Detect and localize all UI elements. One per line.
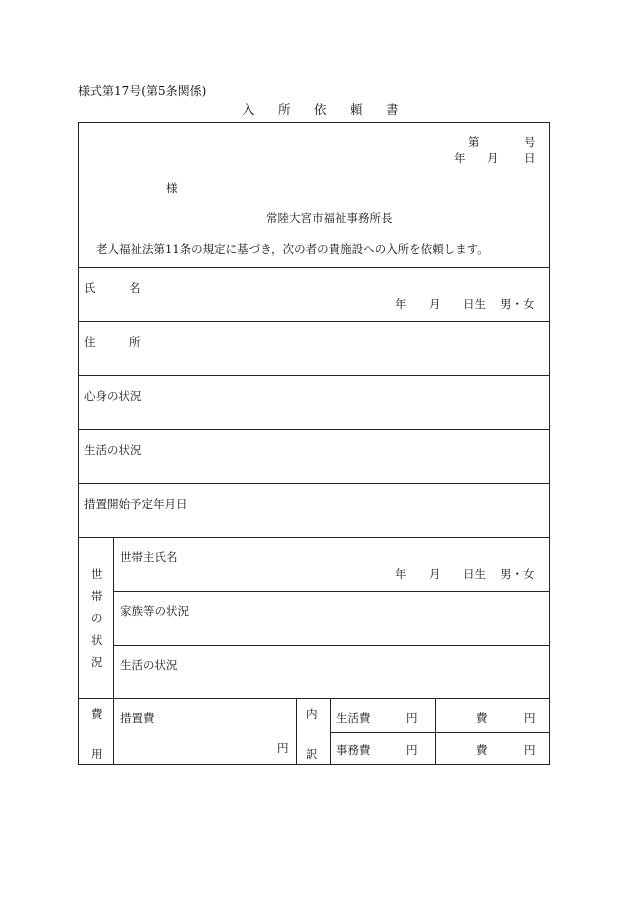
household-side-char: 状 (91, 633, 103, 647)
number-suffix: 号 (524, 135, 536, 149)
household-side-char: 世 (91, 567, 103, 581)
date-month: 月 (487, 151, 499, 165)
addressee-sama: 様 (166, 181, 178, 195)
row-divider (78, 375, 550, 376)
head-birth-month: 月 (429, 567, 441, 581)
living-cost-yen: 円 (406, 711, 418, 725)
column-divider (435, 698, 436, 765)
date-day: 日 (524, 151, 536, 165)
measures-yen: 円 (277, 741, 289, 755)
living-cost-yen-right: 円 (524, 711, 536, 725)
document-title (242, 100, 399, 118)
head-birth-day: 日生 (463, 567, 486, 581)
measures-label: 措置費 (120, 711, 155, 725)
row-divider (330, 732, 550, 733)
office-cost-yen-right: 円 (524, 743, 536, 757)
family-label: 家族等の状況 (120, 604, 189, 618)
name-label: 名 (129, 281, 141, 295)
cost-side-char: 費 (91, 707, 103, 721)
row-divider (78, 321, 550, 322)
row-divider (78, 537, 550, 538)
household-side-char: 況 (91, 655, 103, 669)
row-divider (113, 645, 550, 646)
household-living-label: 生活の状況 (120, 658, 178, 672)
column-divider (330, 698, 331, 765)
title-char: 依 (314, 102, 327, 117)
name-label: 氏 (84, 281, 96, 295)
breakdown-char: 内 (306, 707, 318, 721)
column-divider (113, 537, 114, 765)
number-prefix: 第 (468, 135, 480, 149)
row-divider (78, 698, 550, 699)
office-cost-label: 事務費 (336, 743, 371, 757)
household-side-char: の (91, 611, 103, 625)
issuer-name: 常陸大宮市福祉事務所長 (266, 211, 393, 225)
start-date-label: 措置開始予定年月日 (84, 497, 188, 511)
birth-month: 月 (429, 297, 441, 311)
living-cost-hi: 費 (476, 711, 488, 725)
birth-day: 日生 (463, 297, 486, 311)
title-char: 所 (278, 102, 291, 117)
row-divider (78, 267, 550, 268)
title-char: 頼 (350, 102, 363, 117)
title-char: 書 (386, 102, 399, 117)
row-divider (78, 483, 550, 484)
column-divider (296, 698, 297, 765)
breakdown-char: 訳 (306, 747, 318, 761)
gender-option: 男・女 (500, 297, 535, 311)
household-head-label: 世帯主氏名 (120, 550, 178, 564)
row-divider (78, 429, 550, 430)
row-divider (113, 591, 550, 592)
cost-side-char: 用 (91, 747, 103, 761)
office-cost-hi: 費 (476, 743, 488, 757)
head-birth-year: 年 (395, 567, 407, 581)
head-gender-option: 男・女 (500, 567, 535, 581)
address-label: 所 (129, 335, 141, 349)
address-label: 住 (84, 335, 96, 349)
household-side-char: 帯 (91, 589, 103, 603)
living-label: 生活の状況 (84, 443, 142, 457)
birth-year: 年 (395, 297, 407, 311)
form-number: 様式第17号(第5条関係) (78, 84, 207, 98)
date-year: 年 (454, 151, 466, 165)
title-char: 入 (242, 102, 255, 117)
office-cost-yen: 円 (406, 743, 418, 757)
request-statement: 老人福祉法第11条の規定に基づき，次の者の貴施設への入所を依頼します。 (96, 242, 489, 256)
mind-body-label: 心身の状況 (84, 389, 142, 403)
living-cost-label: 生活費 (336, 711, 371, 725)
